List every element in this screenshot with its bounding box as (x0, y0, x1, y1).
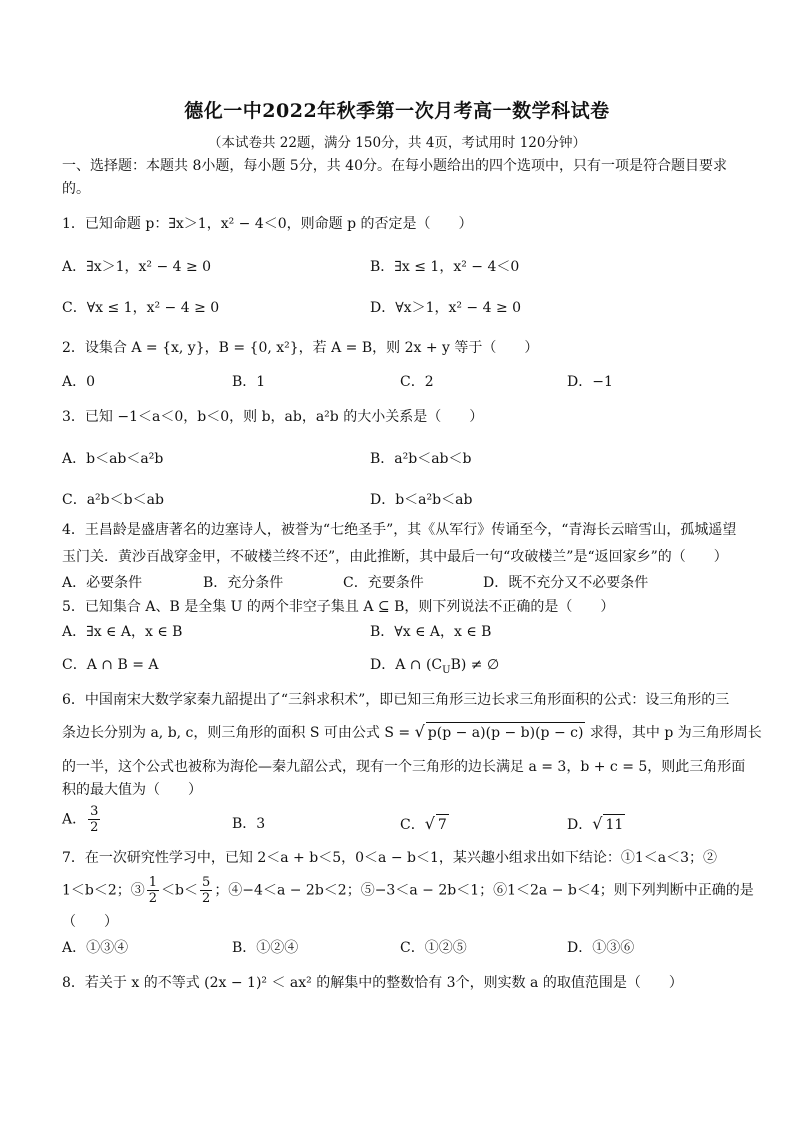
question-5-option-c: C．A ∩ B = A (62, 657, 159, 673)
exam-info: （本试卷共 22题，满分 150分，共 4页，考试用时 120分钟） (208, 135, 586, 151)
question-1-option-c: C．∀x ≤ 1，x² − 4 ≥ 0 (62, 300, 220, 316)
question-3-option-a: A．b＜ab＜a²b (62, 451, 164, 467)
question-6-option-a-fraction (88, 805, 100, 834)
question-6-option-d (567, 814, 625, 835)
question-6-option-c-radicand: 7 (436, 814, 449, 835)
question-6-option-c (400, 814, 449, 835)
question-7-option-a: A．①③④ (62, 940, 129, 956)
question-6-line-3: 的一半，这个公式也被称为海伦—秦九韶公式，现有一个三角形的边长满足 a = 3，b + c = 5，则此三角形面 (62, 759, 746, 775)
question-8-stem: 8．若关于 x 的不等式 (2x − 1)² ＜ ax² 的解集中的整数恰有 3个，则实数 a 的取值范围是（ ） (62, 975, 683, 991)
question-7-line-2-middle: ＜b＜ (161, 882, 199, 899)
question-6-line-1: 6．中国南宋大数学家秦九韶提出了“三斜求积术”，即已知三角形三边长求三角形面积的公式：设三角形的三 (62, 692, 730, 708)
question-6-line-4: 积的最大值为（ ） (62, 782, 202, 798)
question-6-option-b: B．3 (232, 816, 266, 832)
question-4-stem-line-2: 玉门关．黄沙百战穿金甲，不破楼兰终不还”，由此推断，其中最后一句“攻破楼兰”是“返回家乡”的（ ） (62, 549, 728, 565)
question-2-option-d: D．−1 (567, 374, 613, 390)
fraction-denominator: 2 (90, 820, 99, 835)
question-4-stem-line-1: 4．王昌龄是盛唐著名的边塞诗人，被誉为“七绝圣手”，其《从军行》传诵至今，“青海长云暗雪山，孤城遥望 (62, 522, 737, 538)
fraction-numerator: 3 (90, 804, 99, 819)
question-2-option-c: C．2 (400, 374, 434, 390)
question-7-line-2 (62, 875, 754, 906)
question-5-option-d-start: D．A ∩ (C (370, 657, 443, 673)
question-7-line-2-end: ；④−4＜a − 2b＜2；⑤−3＜a − 2b＜1；⑥1＜2a − b＜4；则下列判断中正确的是 (214, 882, 754, 899)
question-6-line-2-start: 条边长分别为 a, b, c，则三角形的面积 S 可由公式 S = (62, 725, 411, 741)
question-6-option-d-label: D． (567, 817, 593, 833)
question-3-option-d: D．b＜a²b＜ab (370, 492, 473, 508)
question-7-fraction-2 (200, 876, 212, 905)
section-intro: 一、选择题：本题共 8小题，每小题 5分，共 40分。在每小题给出的四个选项中，只有一项是符合题目要求的。 (62, 158, 727, 197)
question-7-option-c: C．①②⑤ (400, 940, 467, 956)
page-title: 德化一中2022年秋季第一次月考高一数学科试卷 (184, 100, 610, 122)
question-3-option-b: B．a²b＜ab＜b (370, 451, 472, 467)
question-6-option-a-label: A． (62, 811, 87, 828)
fraction-denominator: 2 (148, 891, 158, 906)
question-6-line-2-end: 求得，其中 p 为三角形周长 (589, 725, 762, 741)
fraction-denominator: 2 (202, 891, 211, 906)
question-6-option-c-label: C． (400, 817, 425, 833)
question-5-option-a: A．∃x ∈ A，x ∈ B (62, 624, 183, 640)
question-2-stem: 2．设集合 A = {x, y}，B = {0, x²}，若 A = B，则 2x + y 等于（ ） (62, 340, 539, 356)
question-6-formula-radicand: p(p − a)(p − b)(p − c) (426, 722, 586, 743)
question-7-line-1: 7．在一次研究性学习中，已知 2＜a + b＜5，0＜a − b＜1，某兴趣小组求出如下结论：①1＜a＜3；② (62, 850, 718, 866)
fraction-numerator: 5 (202, 875, 211, 890)
question-1-option-b: B．∃x ≤ 1，x² − 4＜0 (370, 259, 520, 275)
question-1-option-a: A．∃x＞1，x² − 4 ≥ 0 (62, 259, 212, 275)
question-7-option-b: B．①②④ (232, 940, 299, 956)
question-2-option-a: A．0 (62, 374, 96, 390)
sqrt-sign-icon: √ (424, 814, 435, 833)
question-4-option-a: A．必要条件 (62, 575, 143, 591)
question-5-option-d-subscript: U (442, 664, 451, 676)
question-1-option-d: D．∀x＞1，x² − 4 ≥ 0 (370, 300, 522, 316)
fraction-numerator: 1 (148, 875, 158, 890)
question-5-option-d (370, 655, 499, 681)
question-4-option-b: B．充分条件 (203, 575, 284, 591)
question-5-option-b: B．∀x ∈ A，x ∈ B (370, 624, 492, 640)
question-2-option-b: B．1 (232, 374, 266, 390)
question-7-line-3: （ ） (62, 914, 118, 930)
question-7-line-2-start: 1＜b＜2；③ (62, 882, 145, 899)
question-7-fraction-1 (147, 876, 159, 905)
question-3-option-c: C．a²b＜b＜ab (62, 492, 164, 508)
sqrt-sign-icon: √ (592, 814, 603, 833)
question-3-stem: 3．已知 −1＜a＜0，b＜0，则 b，ab，a²b 的大小关系是（ ） (62, 409, 484, 425)
question-6-option-a (62, 805, 102, 834)
question-6-line-2 (62, 722, 762, 743)
question-1-stem: 1．已知命题 p：∃x＞1，x² − 4＜0，则命题 p 的否定是（ ） (62, 216, 473, 232)
question-5-stem: 5．已知集合 A、B 是全集 U 的两个非空子集且 A ⊆ B，则下列说法不正确的是（ ） (62, 599, 615, 615)
question-4-option-d: D．既不充分又不必要条件 (483, 575, 649, 591)
question-5-option-d-end: B) ≠ ∅ (450, 657, 500, 673)
sqrt-sign-icon: √ (414, 722, 425, 741)
question-6-option-d-radicand: 11 (603, 814, 625, 835)
question-7-option-d: D．①③⑥ (567, 940, 635, 956)
question-4-option-c: C．充要条件 (343, 575, 424, 591)
